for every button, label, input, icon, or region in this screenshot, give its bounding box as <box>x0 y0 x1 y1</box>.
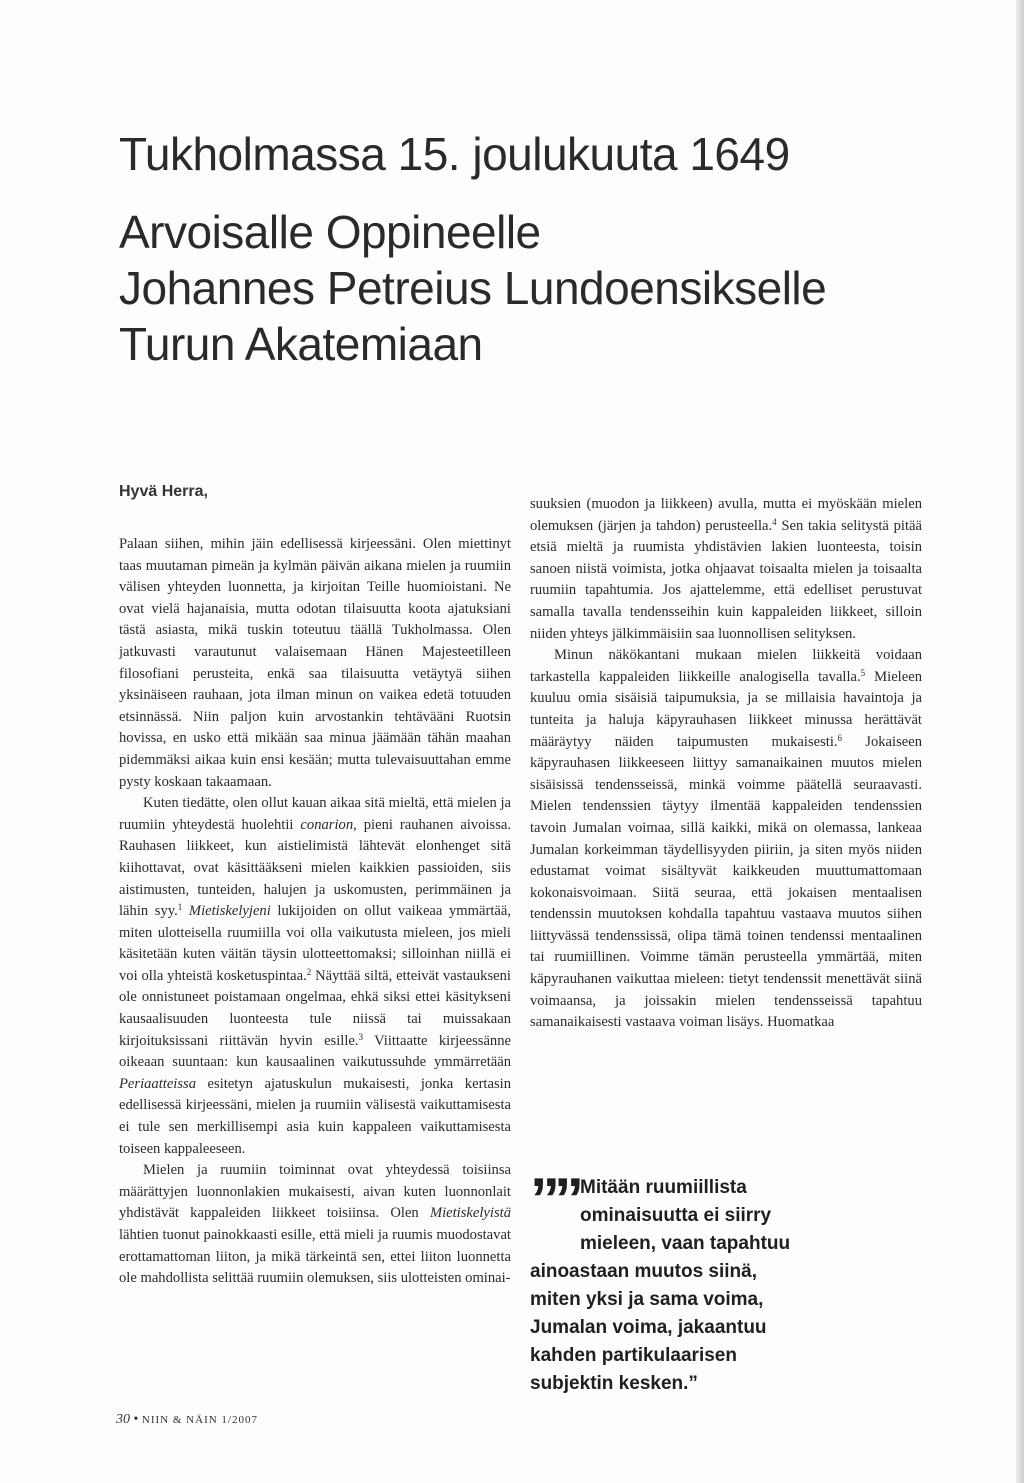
text-run: lukijoiden on ollut vaikeaa ymmärtää, miten ulotteisella ruumiilla voi olla vaikutusta mieleen, jos mieli käsitetään kuten väitän täysin ulotteettomaksi; silloinhan niillä ei voi olla yhteistä kosketuspintaa. <box>119 903 511 984</box>
paragraph <box>119 793 511 1160</box>
quote-mark-icon: ”” <box>530 1166 578 1233</box>
salutation: Hyvä Herra, <box>119 483 208 500</box>
italic-term: conarion <box>300 816 354 833</box>
address-line-2: Johannes Petreius Lundoensikselle <box>119 262 827 314</box>
text-run: Viittaatte kirjeessänne oikeaan suuntaan: kun kausaalinen vaikutussuhde ymmärretään <box>119 1032 511 1071</box>
pull-quote-line: kahden partikulaarisen <box>530 1345 737 1366</box>
pull-quote-line: ainoastaan muutos siinä, <box>530 1261 757 1282</box>
paragraph: Palaan siihen, mihin jäin edellisessä kirjeessäni. Olen miettinyt taas muutaman pimeän ja kylmän päivän aikana mielen ja ruumiin välisen yhteyden luonnetta, ja kirjoitan Teille huomioistani. Ne ovat vielä hajanaisia, mutta odotan tilaisuutta koota ajatuksiani tästä asiasta, mikä tuskin toteutuu täällä Tukholmassa. Olen jatkuvasti varautunut valaisemaan Hänen Majesteetilleen filosofiani perusteita, enkä saa tilaisuutta vetäytyä siihen yksinäiseen rauhaan, jota ilman minun on vaikea edetä totuuden etsinnässä. Niin paljon kuin arvostankin tehtävääni Ruotsin hovissa, en usko että mikään saa minua jäämään tähän maahan pidemmäksi aikaa kuin ensi kesään; mutta tulevaisuuttahan emme pysty koskaan takaamaan. <box>119 536 511 790</box>
address-line-3: Turun Akatemiaan <box>119 318 483 370</box>
footnote-ref: 5 <box>860 667 866 678</box>
italic-title: Periaatteissa <box>119 1075 197 1092</box>
publication-name: NIIN & NÄIN 1/2007 <box>141 1414 258 1426</box>
footnote-ref: 1 <box>177 902 183 913</box>
text-run: , pieni rauhanen aivoissa. Rauhasen liikkeet, kun aistielimistä lähtevät elonhenget sitä kiihottavat, ovat käsittääkseni mielen kaikkien passioiden, siis aistimusten, tunteiden, halujen ja uskomusten, perimmäinen ja lähin syy. <box>119 816 511 920</box>
pull-quote-line: mieleen, vaan tapahtuu <box>580 1233 791 1254</box>
footnote-ref: 2 <box>306 966 312 977</box>
text-run: esitetyn ajatuskulun mukaisesti, jonka kertasin edellisessä kirjeessäni, mielen ja ruumiin välisestä vaikuttamisesta ei tule sen merkillisempi asia kuin kappaleen vaikuttamisesta toiseen kappaleeseen. <box>119 1075 511 1157</box>
letter-date-line: Tukholmassa 15. joulukuuta 1649 <box>119 128 790 180</box>
paragraph <box>530 645 922 1034</box>
footnote-ref: 6 <box>837 732 843 743</box>
pull-quote-line: Mitään ruumiillista <box>580 1177 747 1198</box>
pull-quote-line: subjektin kesken.” <box>530 1373 698 1394</box>
text-run: Mielen ja ruumiin toiminnat ovat yhteydessä toisiinsa määrättyjen luonnonlakien mukaisesti, aivan kuten luonnonlait yhdistävät kappaleiden liikkeet toisiinsa. Olen <box>119 1162 511 1222</box>
text-run: Mieleen kuuluu omia sisäisiä taipumuksia, ja se millaisia havaintoja ja tunteita ja haluja käpyrauhasen liikkeet minussa herättävät määräytyy näiden taipumusten mukaisesti. <box>530 668 922 750</box>
pull-quote-line: miten yksi ja sama voima, <box>530 1289 764 1310</box>
footnote-ref: 3 <box>358 1031 364 1042</box>
text-run: Kuten tiedätte, olen ollut kauan aikaa sitä mieltä, että mielen ja ruumiin yhteydestä huolehtii <box>119 795 511 833</box>
text-run: Minun näkökantani mukaan mielen liikkeitä voidaan tarkastella kappaleiden liikkeille analogisella tavalla. <box>530 647 922 685</box>
page-number: 30 <box>116 1412 130 1427</box>
page-edge-shadow <box>1016 0 1024 1483</box>
pull-quote <box>530 1174 790 1398</box>
paragraph <box>530 494 922 645</box>
letter-heading <box>119 126 939 372</box>
text-run <box>182 903 189 919</box>
text-run: Sen takia selitystä pitää etsiä mieltä ja ruumista yhdistävien lakien luonteesta, toisin sanoen niistä voimista, jotka ohjaavat toisaalta mielen ja toisaalta ruumiin tapahtumia. Jos ajattelemme, että edelliset perustuvat samalla tavalla tendensseihin kuin kappaleiden liikkeet, silloin niiden yhteys jälkimmäisiin saa luonnollisen selityksen. <box>530 517 922 642</box>
paragraph <box>119 1160 511 1290</box>
text-run: lähtien tuonut painokkaasti esille, että mieli ja ruumis muodostavat erottamattoman liiton, ja mikä tärkeintä sen, ettei liiton luonnetta ole mahdollista selittää ruumiin olemuksen, siis ulotteisten ominai- <box>119 1227 511 1287</box>
text-run: Jokaiseen käpyrauhasen liikkeeseen liittyy samanaikainen muutos mielen sisäisissä tendensseissä, minkä voimme päätellä seuraavasti. Mielen tendenssien täytyy ilmentää kappaleiden tendenssien tavoin Jumalan voimaa, sillä kaikki, mikä on olemassa, lankeaa Jumalan korkeimman täydellisyyden piiriin, ja siten myös niiden edustamat voimat sisältyvät kaikkeuden muuttumattomaan kokonaisvoimaan. Siitä seuraa, että jokaisen mentaalisen tendenssin muutoksen kohdalla tapahtuu vastaava muutos siihen liittyvässä tendenssissä, olipa tämä toinen tendenssi mentaalinen tai ruumiillinen. Voimme tämän perusteella ymmärtää, miten käpyrauhanen vaikuttaa mieleen: tietyt tendenssit menettävät siinä voimaansa, ja joissakin mielen tendensseissä tapahtuu samanaikaisesti vastaava voiman lisäys. Huomatkaa <box>530 733 922 1031</box>
text-run: Näyttää siltä, etteivät vastaukseni ole onnistuneet poistamaan ongelmaa, ehkä siksi ettei käsitykseni kausaalisuuden luonteesta tule niissä tai muissakaan kirjoituksissani riittävän hyvin esille. <box>119 967 511 1049</box>
text-run: suuksien (muodon ja liikkeen) avulla, mutta ei myöskään mielen olemuksen (järjen ja tahdon) perusteella. <box>530 496 922 534</box>
address-line-1: Arvoisalle Oppineelle <box>119 206 541 258</box>
pull-quote-line: Jumalan voima, jakaantuu <box>530 1317 767 1338</box>
footnote-ref: 4 <box>772 516 777 527</box>
page-footer <box>116 1412 258 1428</box>
right-text-column <box>530 494 922 1090</box>
left-text-column <box>119 534 511 1384</box>
italic-title: Mietiskelyjeni <box>188 903 271 920</box>
footer-separator: • <box>133 1412 139 1427</box>
italic-title: Mietiskelyistä <box>429 1205 511 1222</box>
pull-quote-line: ominaisuutta ei siirry <box>580 1205 772 1226</box>
